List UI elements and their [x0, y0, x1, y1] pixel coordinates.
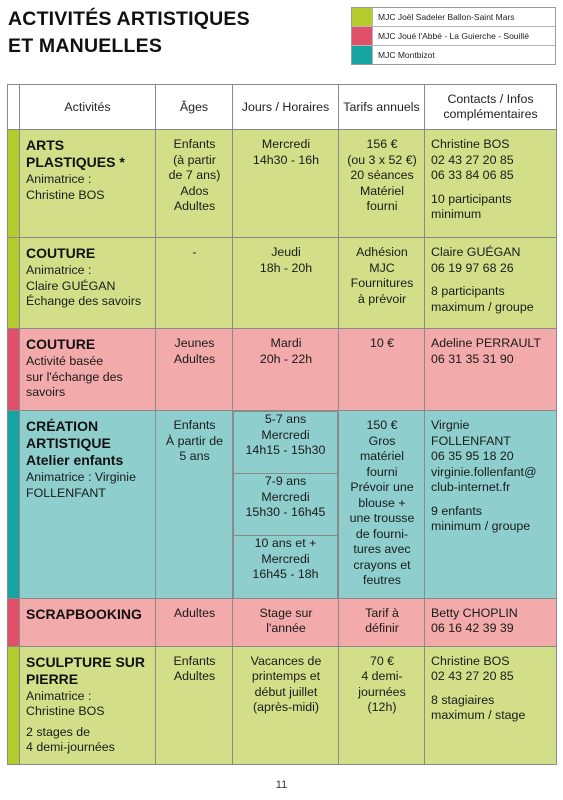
contact-phone: 06 19 97 68 26	[431, 260, 514, 275]
schedule-cell	[233, 411, 339, 599]
contact-info	[431, 284, 551, 315]
schedule-cell	[233, 238, 339, 329]
contact-name: Christine BOS	[431, 137, 510, 151]
activity-instructor	[26, 689, 150, 720]
text-line: 20 séances	[350, 168, 414, 182]
session-time: 14h15 - 15h30	[245, 443, 326, 457]
text-line: Adultes	[173, 669, 216, 683]
contact-cell	[425, 598, 557, 646]
text-line: savoirs	[26, 385, 66, 399]
contact-info	[431, 192, 551, 223]
text-line: Vacances de	[250, 653, 322, 668]
session-cell	[234, 536, 338, 598]
text-line: de fourni-	[355, 526, 409, 541]
club-color-bar	[8, 646, 20, 764]
table-row	[8, 411, 557, 599]
text-line: 10 €	[369, 336, 395, 350]
text-line: journées	[358, 684, 406, 699]
text-line: (après-midi)	[252, 700, 320, 714]
text-line: 4 demi-journées	[26, 740, 115, 754]
text-line: 20h - 22h	[259, 351, 313, 366]
activity-cell	[20, 329, 156, 411]
text-line: Ados	[180, 183, 209, 198]
legend-item	[352, 8, 555, 27]
legend-swatch-green	[352, 8, 373, 26]
activity-cell	[20, 646, 156, 764]
text-line: (ou 3 x 52 €)	[347, 152, 417, 167]
text-line: (12h)	[367, 700, 397, 714]
ages-cell	[156, 411, 233, 599]
text-line: 150 €	[366, 418, 398, 432]
ages-cell	[156, 238, 233, 329]
activity-instructor	[26, 470, 150, 501]
header-fees: Tarifs annuels	[339, 85, 425, 130]
text-line: crayons et	[353, 557, 411, 572]
header-ages: Âges	[156, 85, 233, 130]
text-line: Mercredi	[261, 137, 311, 151]
text-line: Fournitures	[350, 276, 414, 290]
text-line: Animatrice : Virginie	[26, 470, 136, 484]
legend-label: MJC Joué l'Abbé - La Guierche - Souillé	[378, 31, 529, 41]
contact-phone: 02 43 27 20 85	[431, 669, 514, 683]
text-line: Adultes	[173, 351, 216, 366]
activity-name: SCULPTURE SUR PIERRE	[26, 653, 146, 687]
text-line: Enfants	[173, 418, 216, 432]
table-row	[8, 238, 557, 329]
contact-email: virginie.follenfant@	[431, 464, 537, 479]
table-header-row	[8, 85, 557, 130]
fees-cell	[339, 598, 425, 646]
text-line: l'année	[266, 621, 306, 635]
session-day: Mercredi	[261, 489, 310, 504]
contact-cell	[425, 130, 557, 238]
activity-cell	[20, 411, 156, 599]
contact-info	[431, 504, 551, 535]
text-line: À partir de	[165, 433, 224, 448]
activity-name: CRÉATION ARTISTIQUE Atelier enfants	[26, 418, 124, 468]
legend-label: MJC Joël Sadeler Ballon-Saint Mars	[378, 12, 515, 22]
text-line: Stage sur	[259, 605, 313, 620]
text-line: 14h30 - 16h	[252, 152, 320, 167]
text-line: feutres	[363, 573, 401, 587]
text-line: Animatrice :	[26, 172, 92, 186]
legend	[351, 7, 556, 65]
text-line: Tarif à	[365, 605, 399, 620]
text-line: Prévoir une	[350, 480, 414, 494]
contact-phone: 06 33 84 06 85	[431, 168, 514, 182]
text-line: maximum / groupe	[431, 299, 534, 314]
activity-description	[26, 354, 150, 401]
text-line: Christine BOS	[26, 704, 105, 718]
session-time: 16h45 - 18h	[252, 567, 319, 581]
text-line: MJC	[369, 260, 395, 275]
legend-swatch-red	[352, 27, 373, 45]
table-row	[8, 329, 557, 411]
contact-phone: 06 35 95 18 20	[431, 449, 514, 463]
session-age-group: 5-7 ans	[264, 412, 307, 426]
contact-cell	[425, 329, 557, 411]
activity-cell	[20, 130, 156, 238]
contact-cell	[425, 646, 557, 764]
legend-item	[352, 27, 555, 46]
text-line: Christine BOS	[26, 187, 105, 202]
text-line: sur l'échange des	[26, 369, 123, 384]
schedule-cell	[233, 130, 339, 238]
activity-name: COUTURE	[26, 245, 96, 261]
schedule-cell	[233, 598, 339, 646]
text-line: (à partir	[173, 152, 216, 167]
text-line: 10 participants	[431, 191, 512, 206]
header-days-hours: Jours / Horaires	[233, 85, 339, 130]
text-line: Matériel	[359, 183, 405, 198]
page-title	[8, 6, 250, 60]
text-line: blouse +	[358, 495, 406, 510]
fees-cell	[339, 646, 425, 764]
text-line: début juillet	[254, 684, 318, 699]
text-line: Jeudi	[271, 245, 301, 259]
session-row	[234, 536, 338, 598]
legend-label: MJC Montbizot	[378, 50, 435, 60]
fees-cell	[339, 411, 425, 599]
text-line: FOLLENFANT	[26, 485, 106, 500]
activity-name: SCRAPBOOKING	[26, 605, 142, 622]
contact-name: Betty CHOPLIN	[431, 605, 518, 620]
activity-format	[26, 725, 150, 756]
text-line: définir	[365, 621, 399, 635]
session-time: 15h30 - 16h45	[245, 505, 326, 519]
text-line: 18h - 20h	[259, 260, 313, 275]
activity-instructor	[26, 263, 150, 310]
session-age-group: 7-9 ans	[264, 474, 307, 488]
schedule-cell	[233, 329, 339, 411]
table-row	[8, 646, 557, 764]
text-line: Mardi	[270, 336, 302, 350]
header-bar	[8, 85, 20, 130]
text-line: Adultes	[173, 199, 216, 213]
text-line: Échange des savoirs	[26, 294, 142, 308]
fees-cell	[339, 130, 425, 238]
text-line: printemps et	[251, 669, 321, 683]
text-line: 5 ans	[179, 449, 210, 463]
contact-phone: 06 31 35 31 90	[431, 351, 514, 366]
club-color-bar	[8, 329, 20, 411]
text-line: 156 €	[366, 137, 398, 151]
contact-name: Claire GUÉGAN	[431, 245, 521, 259]
text-line: matériel	[359, 449, 405, 463]
ages-cell	[156, 598, 233, 646]
text-line: Enfants	[173, 653, 216, 668]
session-table	[233, 411, 338, 598]
session-age-group: 10 ans et +	[254, 536, 317, 550]
contact-cell	[425, 411, 557, 599]
page-number: 11	[275, 779, 288, 791]
text-line: 9 enfants	[431, 503, 482, 518]
fees-cell	[339, 329, 425, 411]
text-line: Adultes	[173, 605, 216, 620]
text-line: 70 €	[369, 653, 395, 668]
text-line: une trousse	[349, 511, 415, 525]
activity-cell	[20, 598, 156, 646]
text-line: Enfants	[173, 137, 216, 151]
contact-email: club-internet.fr	[431, 480, 511, 494]
session-row	[234, 412, 338, 474]
text-line: Jeunes	[174, 336, 215, 350]
table-row	[8, 598, 557, 646]
contact-name: FOLLENFANT	[431, 433, 511, 448]
legend-swatch-teal	[352, 46, 373, 64]
fees-cell	[339, 238, 425, 329]
text-line: fourni	[366, 464, 398, 479]
legend-item	[352, 46, 555, 64]
session-day: Mercredi	[261, 427, 310, 442]
contact-info	[431, 693, 551, 724]
text-line: tures avec	[353, 542, 411, 556]
text-line: -	[192, 245, 197, 259]
ages-cell	[156, 646, 233, 764]
title-line-2: ET MANUELLES	[8, 35, 163, 57]
contact-cell	[425, 238, 557, 329]
activity-name: COUTURE	[26, 336, 96, 352]
activity-instructor	[26, 172, 150, 203]
club-color-bar	[8, 130, 20, 238]
text-line: Activité basée	[26, 354, 104, 368]
text-line: 2 stages de	[26, 724, 91, 739]
text-line: Claire GUÉGAN	[26, 278, 116, 293]
text-line: fourni	[366, 199, 398, 213]
text-line: Gros	[368, 433, 396, 448]
contact-phone: 06 16 42 39 39	[431, 621, 514, 635]
table-row	[8, 130, 557, 238]
contact-phone: 02 43 27 20 85	[431, 152, 514, 167]
text-line: minimum / groupe	[431, 519, 531, 533]
activity-name: ARTS PLASTIQUES *	[26, 137, 125, 170]
session-day: Mercredi	[261, 551, 310, 566]
club-color-bar	[8, 238, 20, 329]
text-line: Adhésion	[356, 245, 408, 259]
activities-table	[7, 84, 557, 765]
contact-name: Virgnie	[431, 418, 470, 432]
text-line: Animatrice :	[26, 688, 92, 703]
text-line: 8 stagiaires	[431, 692, 495, 707]
session-row	[234, 474, 338, 536]
activity-cell	[20, 238, 156, 329]
contact-name: Adeline PERRAULT	[431, 336, 541, 350]
ages-cell	[156, 329, 233, 411]
text-line: Animatrice :	[26, 263, 92, 277]
schedule-cell	[233, 646, 339, 764]
text-line: minimum	[431, 207, 482, 221]
contact-name: Christine BOS	[431, 653, 510, 668]
text-line: 8 participants	[431, 284, 505, 298]
ages-cell	[156, 130, 233, 238]
session-cell	[234, 474, 338, 536]
header-activities: Activités	[20, 85, 156, 130]
header-contacts: Contacts / Infos complémentaires	[425, 85, 557, 130]
title-line-1: ACTIVITÉS ARTISTIQUES	[8, 8, 250, 30]
session-cell	[234, 412, 338, 474]
text-line: maximum / stage	[431, 708, 526, 722]
text-line: de 7 ans)	[168, 168, 221, 182]
club-color-bar	[8, 411, 20, 599]
club-color-bar	[8, 598, 20, 646]
text-line: à prévoir	[357, 291, 407, 306]
text-line: 4 demi-	[361, 669, 403, 683]
